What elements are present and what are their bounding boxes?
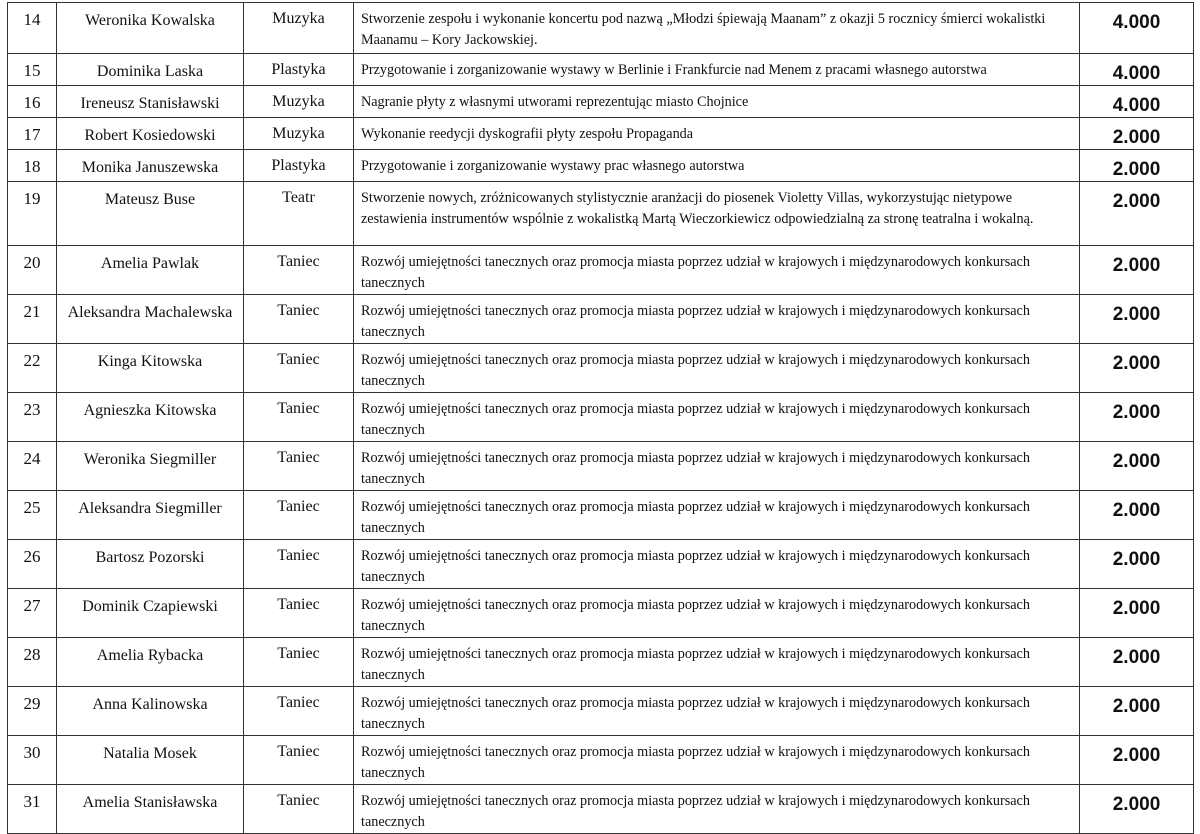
project-description: Rozwój umiejętności tanecznych oraz promocja miasta poprzez udział w krajowych i międzynarodowych konkursach tanecznych xyxy=(354,638,1080,687)
person-name: Weronika Siegmiller xyxy=(57,442,244,491)
project-description: Przygotowanie i zorganizowanie wystawy prac własnego autorstwa xyxy=(354,150,1080,182)
row-number: 15 xyxy=(8,54,57,86)
category: Plastyka xyxy=(244,54,354,86)
amount: 2.000 xyxy=(1080,295,1194,344)
row-number: 17 xyxy=(8,118,57,150)
row-number: 14 xyxy=(8,3,57,54)
category: Taniec xyxy=(244,344,354,393)
table-row xyxy=(8,785,1194,834)
row-number: 29 xyxy=(8,687,57,736)
table-row xyxy=(8,540,1194,589)
person-name: Monika Januszewska xyxy=(57,150,244,182)
row-number: 27 xyxy=(8,589,57,638)
amount: 2.000 xyxy=(1080,344,1194,393)
person-name: Kinga Kitowska xyxy=(57,344,244,393)
row-number: 16 xyxy=(8,86,57,118)
amount: 2.000 xyxy=(1080,687,1194,736)
amount: 2.000 xyxy=(1080,118,1194,150)
table-row xyxy=(8,295,1194,344)
project-description: Przygotowanie i zorganizowanie wystawy w Berlinie i Frankfurcie nad Menem z pracami własnego autorstwa xyxy=(354,54,1080,86)
amount: 2.000 xyxy=(1080,246,1194,295)
category: Taniec xyxy=(244,687,354,736)
table-body xyxy=(8,3,1194,834)
amount: 2.000 xyxy=(1080,736,1194,785)
row-number: 26 xyxy=(8,540,57,589)
amount: 2.000 xyxy=(1080,182,1194,246)
row-number: 21 xyxy=(8,295,57,344)
project-description: Rozwój umiejętności tanecznych oraz promocja miasta poprzez udział w krajowych i międzynarodowych konkursach tanecznych xyxy=(354,393,1080,442)
project-description: Stworzenie nowych, zróżnicowanych stylistycznie aranżacji do piosenek Violetty Villas, wykorzystując nietypowe zestawienia instrumentów wspólnie z wokalistką Martą Wieczorkiewicz odpowiedzialną za stronę teatralna i wokalną. xyxy=(354,182,1080,246)
category: Taniec xyxy=(244,393,354,442)
project-description: Rozwój umiejętności tanecznych oraz promocja miasta poprzez udział w krajowych i międzynarodowych konkursach tanecznych xyxy=(354,589,1080,638)
project-description: Rozwój umiejętności tanecznych oraz promocja miasta poprzez udział w krajowych i międzynarodowych konkursach tanecznych xyxy=(354,246,1080,295)
amount: 2.000 xyxy=(1080,393,1194,442)
amount: 4.000 xyxy=(1080,3,1194,54)
project-description: Rozwój umiejętności tanecznych oraz promocja miasta poprzez udział w krajowych i międzynarodowych konkursach tanecznych xyxy=(354,491,1080,540)
project-description: Rozwój umiejętności tanecznych oraz promocja miasta poprzez udział w krajowych i międzynarodowych konkursach tanecznych xyxy=(354,344,1080,393)
person-name: Weronika Kowalska xyxy=(57,3,244,54)
row-number: 22 xyxy=(8,344,57,393)
category: Muzyka xyxy=(244,118,354,150)
project-description: Rozwój umiejętności tanecznych oraz promocja miasta poprzez udział w krajowych i międzynarodowych konkursach tanecznych xyxy=(354,540,1080,589)
row-number: 25 xyxy=(8,491,57,540)
person-name: Amelia Stanisławska xyxy=(57,785,244,834)
amount: 2.000 xyxy=(1080,150,1194,182)
category: Taniec xyxy=(244,638,354,687)
amount: 2.000 xyxy=(1080,589,1194,638)
project-description: Rozwój umiejętności tanecznych oraz promocja miasta poprzez udział w krajowych i międzynarodowych konkursach tanecznych xyxy=(354,785,1080,834)
table-row xyxy=(8,393,1194,442)
project-description: Rozwój umiejętności tanecznych oraz promocja miasta poprzez udział w krajowych i międzynarodowych konkursach tanecznych xyxy=(354,295,1080,344)
amount: 2.000 xyxy=(1080,442,1194,491)
project-description: Wykonanie reedycji dyskografii płyty zespołu Propaganda xyxy=(354,118,1080,150)
row-number: 31 xyxy=(8,785,57,834)
category: Plastyka xyxy=(244,150,354,182)
project-description: Stworzenie zespołu i wykonanie koncertu pod nazwą „Młodzi śpiewają Maanam” z okazji 5 rocznicy śmierci wokalistki Maanamu – Kory Jackowskiej. xyxy=(354,3,1080,54)
amount: 2.000 xyxy=(1080,638,1194,687)
table-row xyxy=(8,442,1194,491)
category: Taniec xyxy=(244,540,354,589)
person-name: Robert Kosiedowski xyxy=(57,118,244,150)
row-number: 30 xyxy=(8,736,57,785)
category: Taniec xyxy=(244,246,354,295)
table-row xyxy=(8,3,1194,54)
table-row xyxy=(8,118,1194,150)
person-name: Mateusz Buse xyxy=(57,182,244,246)
table-row xyxy=(8,54,1194,86)
category: Taniec xyxy=(244,589,354,638)
row-number: 20 xyxy=(8,246,57,295)
person-name: Aleksandra Machalewska xyxy=(57,295,244,344)
category: Taniec xyxy=(244,295,354,344)
amount: 2.000 xyxy=(1080,540,1194,589)
project-description: Rozwój umiejętności tanecznych oraz promocja miasta poprzez udział w krajowych i międzynarodowych konkursach tanecznych xyxy=(354,442,1080,491)
person-name: Dominik Czapiewski xyxy=(57,589,244,638)
project-description: Rozwój umiejętności tanecznych oraz promocja miasta poprzez udział w krajowych i międzynarodowych konkursach tanecznych xyxy=(354,736,1080,785)
table-row xyxy=(8,589,1194,638)
person-name: Agnieszka Kitowska xyxy=(57,393,244,442)
table-row xyxy=(8,246,1194,295)
category: Teatr xyxy=(244,182,354,246)
amount: 2.000 xyxy=(1080,491,1194,540)
person-name: Bartosz Pozorski xyxy=(57,540,244,589)
row-number: 23 xyxy=(8,393,57,442)
category: Muzyka xyxy=(244,3,354,54)
table-row xyxy=(8,491,1194,540)
person-name: Dominika Laska xyxy=(57,54,244,86)
table-row xyxy=(8,687,1194,736)
row-number: 28 xyxy=(8,638,57,687)
category: Taniec xyxy=(244,736,354,785)
amount: 4.000 xyxy=(1080,86,1194,118)
project-description: Rozwój umiejętności tanecznych oraz promocja miasta poprzez udział w krajowych i międzynarodowych konkursach tanecznych xyxy=(354,687,1080,736)
category: Taniec xyxy=(244,491,354,540)
table-row xyxy=(8,182,1194,246)
row-number: 18 xyxy=(8,150,57,182)
table-row xyxy=(8,150,1194,182)
person-name: Amelia Rybacka xyxy=(57,638,244,687)
scholarship-table xyxy=(7,2,1194,834)
row-number: 19 xyxy=(8,182,57,246)
table-row xyxy=(8,638,1194,687)
person-name: Amelia Pawlak xyxy=(57,246,244,295)
table-row xyxy=(8,344,1194,393)
category: Taniec xyxy=(244,442,354,491)
category: Taniec xyxy=(244,785,354,834)
table-row xyxy=(8,736,1194,785)
person-name: Aleksandra Siegmiller xyxy=(57,491,244,540)
person-name: Ireneusz Stanisławski xyxy=(57,86,244,118)
amount: 4.000 xyxy=(1080,54,1194,86)
category: Muzyka xyxy=(244,86,354,118)
table-row xyxy=(8,86,1194,118)
person-name: Natalia Mosek xyxy=(57,736,244,785)
person-name: Anna Kalinowska xyxy=(57,687,244,736)
row-number: 24 xyxy=(8,442,57,491)
project-description: Nagranie płyty z własnymi utworami reprezentując miasto Chojnice xyxy=(354,86,1080,118)
amount: 2.000 xyxy=(1080,785,1194,834)
